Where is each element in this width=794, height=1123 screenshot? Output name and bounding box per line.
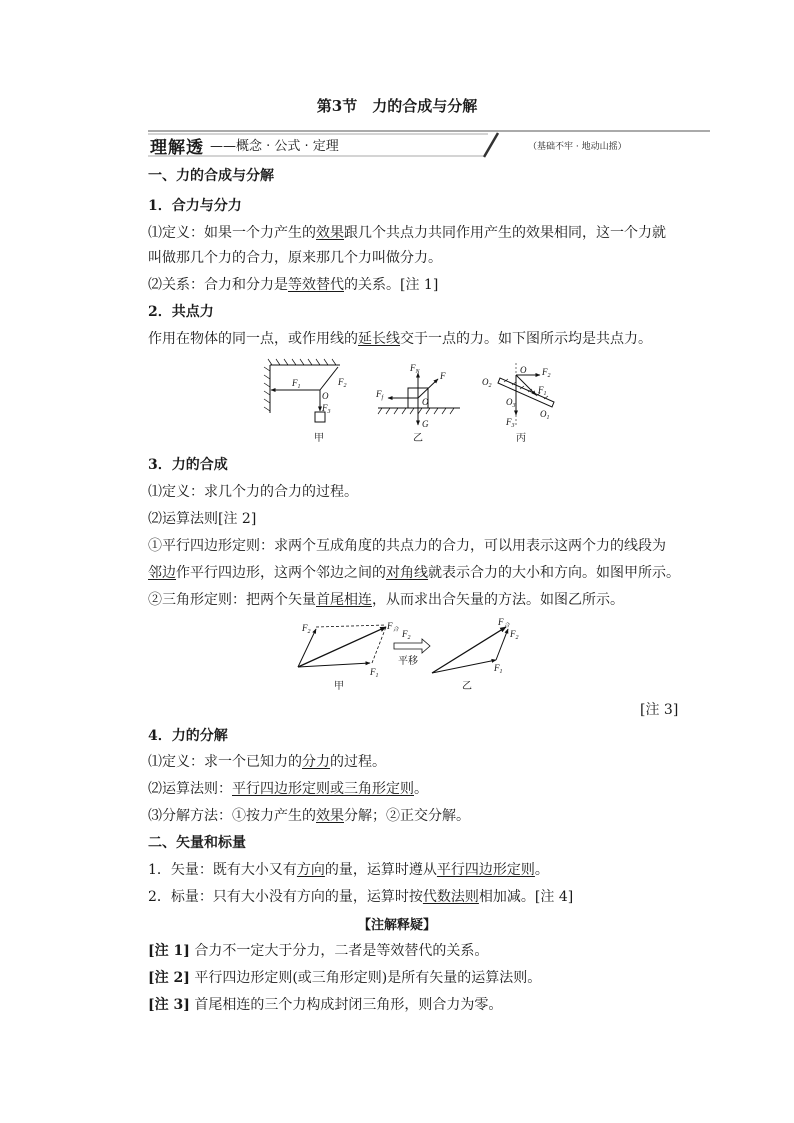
note-tag: [注 3] <box>148 997 190 1013</box>
text: 相加减。[注 4] <box>478 889 574 905</box>
figure-composition-rules <box>290 615 540 695</box>
banner-note: （基础不牢 · 地动山摇） <box>528 142 627 152</box>
note-ref: [注 3] <box>640 702 679 718</box>
paragraph <box>148 752 386 772</box>
text: ⑴定义：求一个已知力的 <box>148 754 302 770</box>
text: 作平行四边形，这两个邻边之间的 <box>176 565 386 581</box>
underlined-term: 代数法则 <box>422 889 479 905</box>
svg-text:F2: $F_2$ <box>338 377 347 389</box>
paragraph <box>148 536 666 556</box>
svg-text:F1: $F_1$ <box>494 663 503 675</box>
paragraph <box>148 860 549 880</box>
svg-text:F1: $F_1$ <box>370 667 379 679</box>
note-text: 首尾相连的三个力构成封闭三角形，则合力为零。 <box>194 997 503 1013</box>
caption-yi: 乙 <box>413 433 423 444</box>
svg-text:O2: $O_2$ <box>482 377 492 389</box>
paragraph <box>148 275 438 295</box>
note-text: 平行四边形定则(或三角形定则)是所有矢量的运算法则。 <box>194 970 542 986</box>
figure2-jia <box>298 621 400 692</box>
svg-text:F3: $F_3$ <box>322 403 331 415</box>
subsection-heading: 3．力的合成 <box>148 457 228 473</box>
svg-text:O3: $O_3$ <box>506 397 516 409</box>
figure2-yi <box>432 617 519 692</box>
note-tag: [注 1] <box>148 943 190 959</box>
text: 交于一点的力。如下图所示均是共点力。 <box>400 331 652 347</box>
underlined-term: 首尾相连 <box>316 592 372 608</box>
underlined-term: 等效替代 <box>288 277 344 293</box>
underlined-term: 方向 <box>296 862 325 878</box>
svg-text:F1: $F_1$ <box>292 378 301 390</box>
text: 分解；②正交分解。 <box>344 808 470 824</box>
svg-text:O: O <box>322 391 329 401</box>
subsection-heading: 2．共点力 <box>148 304 214 320</box>
svg-text:F合: $F_合$ <box>387 621 399 633</box>
caption-yi: 乙 <box>462 681 472 692</box>
svg-text:F3: $F_3$ <box>506 417 515 429</box>
text: ⑵关系：合力和分力是 <box>148 277 288 293</box>
text: ①平行四边形定则：求两个互成角度的共点力的合力，可以用表示这两个力的线段为 <box>148 538 666 554</box>
svg-text:F1: $F_1$ <box>538 385 547 397</box>
paragraph: ⑴定义：求几个力的合力的过程。 <box>148 484 358 500</box>
shift-arrow <box>394 629 430 667</box>
svg-text:F2: $F_2$ <box>302 623 311 635</box>
paragraph <box>148 223 666 243</box>
underlined-term: 邻边 <box>148 565 176 581</box>
text: ⑴定义：如果一个力产生的 <box>148 225 316 241</box>
svg-text:F合: $F_合$ <box>498 617 510 629</box>
section-heading: 一、力的合成与分解 <box>148 168 274 184</box>
note-item <box>148 995 502 1015</box>
section-banner <box>148 128 710 158</box>
notes-heading: 【注解释疑】 <box>357 918 436 933</box>
paragraph <box>148 887 573 907</box>
figure-jia <box>264 359 347 444</box>
paragraph: 叫做那几个力的合力，原来那几个力叫做分力。 <box>148 250 442 266</box>
underlined-term: 平行四边形定则 <box>436 862 535 878</box>
note-item <box>148 941 488 961</box>
text: 的过程。 <box>330 754 386 770</box>
paragraph <box>148 329 652 349</box>
svg-text:O: O <box>520 365 527 375</box>
underlined-term: 效果 <box>316 808 344 824</box>
svg-text:G: G <box>422 419 429 429</box>
text: 的关系。[注 1] <box>344 277 439 293</box>
paragraph <box>148 590 624 610</box>
svg-text:O1: $O_1$ <box>540 409 550 421</box>
paragraph <box>148 779 428 799</box>
paragraph <box>148 806 470 826</box>
svg-text:平移: 平移 <box>398 656 418 667</box>
caption-jia: 甲 <box>334 681 344 692</box>
text: ⑵运算法则： <box>148 781 232 797</box>
note-item <box>148 968 541 988</box>
svg-text:Ff: $F_f$ <box>376 389 384 401</box>
text: 跟几个共点力共同作用产生的效果相同，这一个力就 <box>344 225 666 241</box>
note-tag: [注 2] <box>148 970 190 986</box>
note-text: 合力不一定大于分力，二者是等效替代的关系。 <box>194 943 489 959</box>
underlined-term: 效果 <box>316 225 344 241</box>
caption-jia: 甲 <box>314 433 324 444</box>
text: ⑶分解方法：①按力产生的 <box>148 808 316 824</box>
svg-text:FN: $F_N$ <box>410 363 420 375</box>
underlined-term: 延长线 <box>358 331 400 347</box>
text: ，从而求出合矢量的方法。如图乙所示。 <box>372 592 624 608</box>
section-heading: 二、矢量和标量 <box>148 835 246 851</box>
paragraph <box>148 563 680 583</box>
banner-main: 理解透 <box>150 138 204 158</box>
caption-bing: 丙 <box>516 433 526 444</box>
underlined-term: 对角线 <box>386 565 428 581</box>
svg-text:F: F <box>440 371 446 381</box>
svg-text:F2: $F_2$ <box>402 629 411 641</box>
subsection-heading: 4．力的分解 <box>148 728 228 744</box>
figure-yi <box>375 363 460 444</box>
svg-text:F2: $F_2$ <box>542 367 551 379</box>
svg-text:F2: $F_2$ <box>510 629 519 641</box>
figure-bing <box>482 363 554 444</box>
paragraph: ⑵运算法则[注 2] <box>148 511 257 527</box>
banner-sub: ——概念 · 公式 · 定理 <box>210 139 339 154</box>
text: ②三角形定则：把两个矢量 <box>148 592 316 608</box>
text: 作用在物体的同一点，或作用线的 <box>148 331 358 347</box>
underlined-term: 分力 <box>302 754 330 770</box>
text: 的量，运算时遵从 <box>324 862 437 878</box>
text: 。 <box>414 781 428 797</box>
text: 2．标量：只有大小没有方向的量，运算时按 <box>148 889 423 905</box>
page-title: 第3节 力的合成与分解 <box>316 97 478 115</box>
svg-text:O: O <box>422 397 429 407</box>
text: 。 <box>534 862 549 878</box>
text: 1．矢量：既有大小又有 <box>148 862 297 878</box>
subsection-heading: 1．合力与分力 <box>148 198 242 214</box>
figure-concurrent-forces <box>260 355 570 450</box>
text: 就表示合力的大小和方向。如图甲所示。 <box>428 565 680 581</box>
underlined-term: 平行四边形定则或三角形定则 <box>232 781 414 797</box>
